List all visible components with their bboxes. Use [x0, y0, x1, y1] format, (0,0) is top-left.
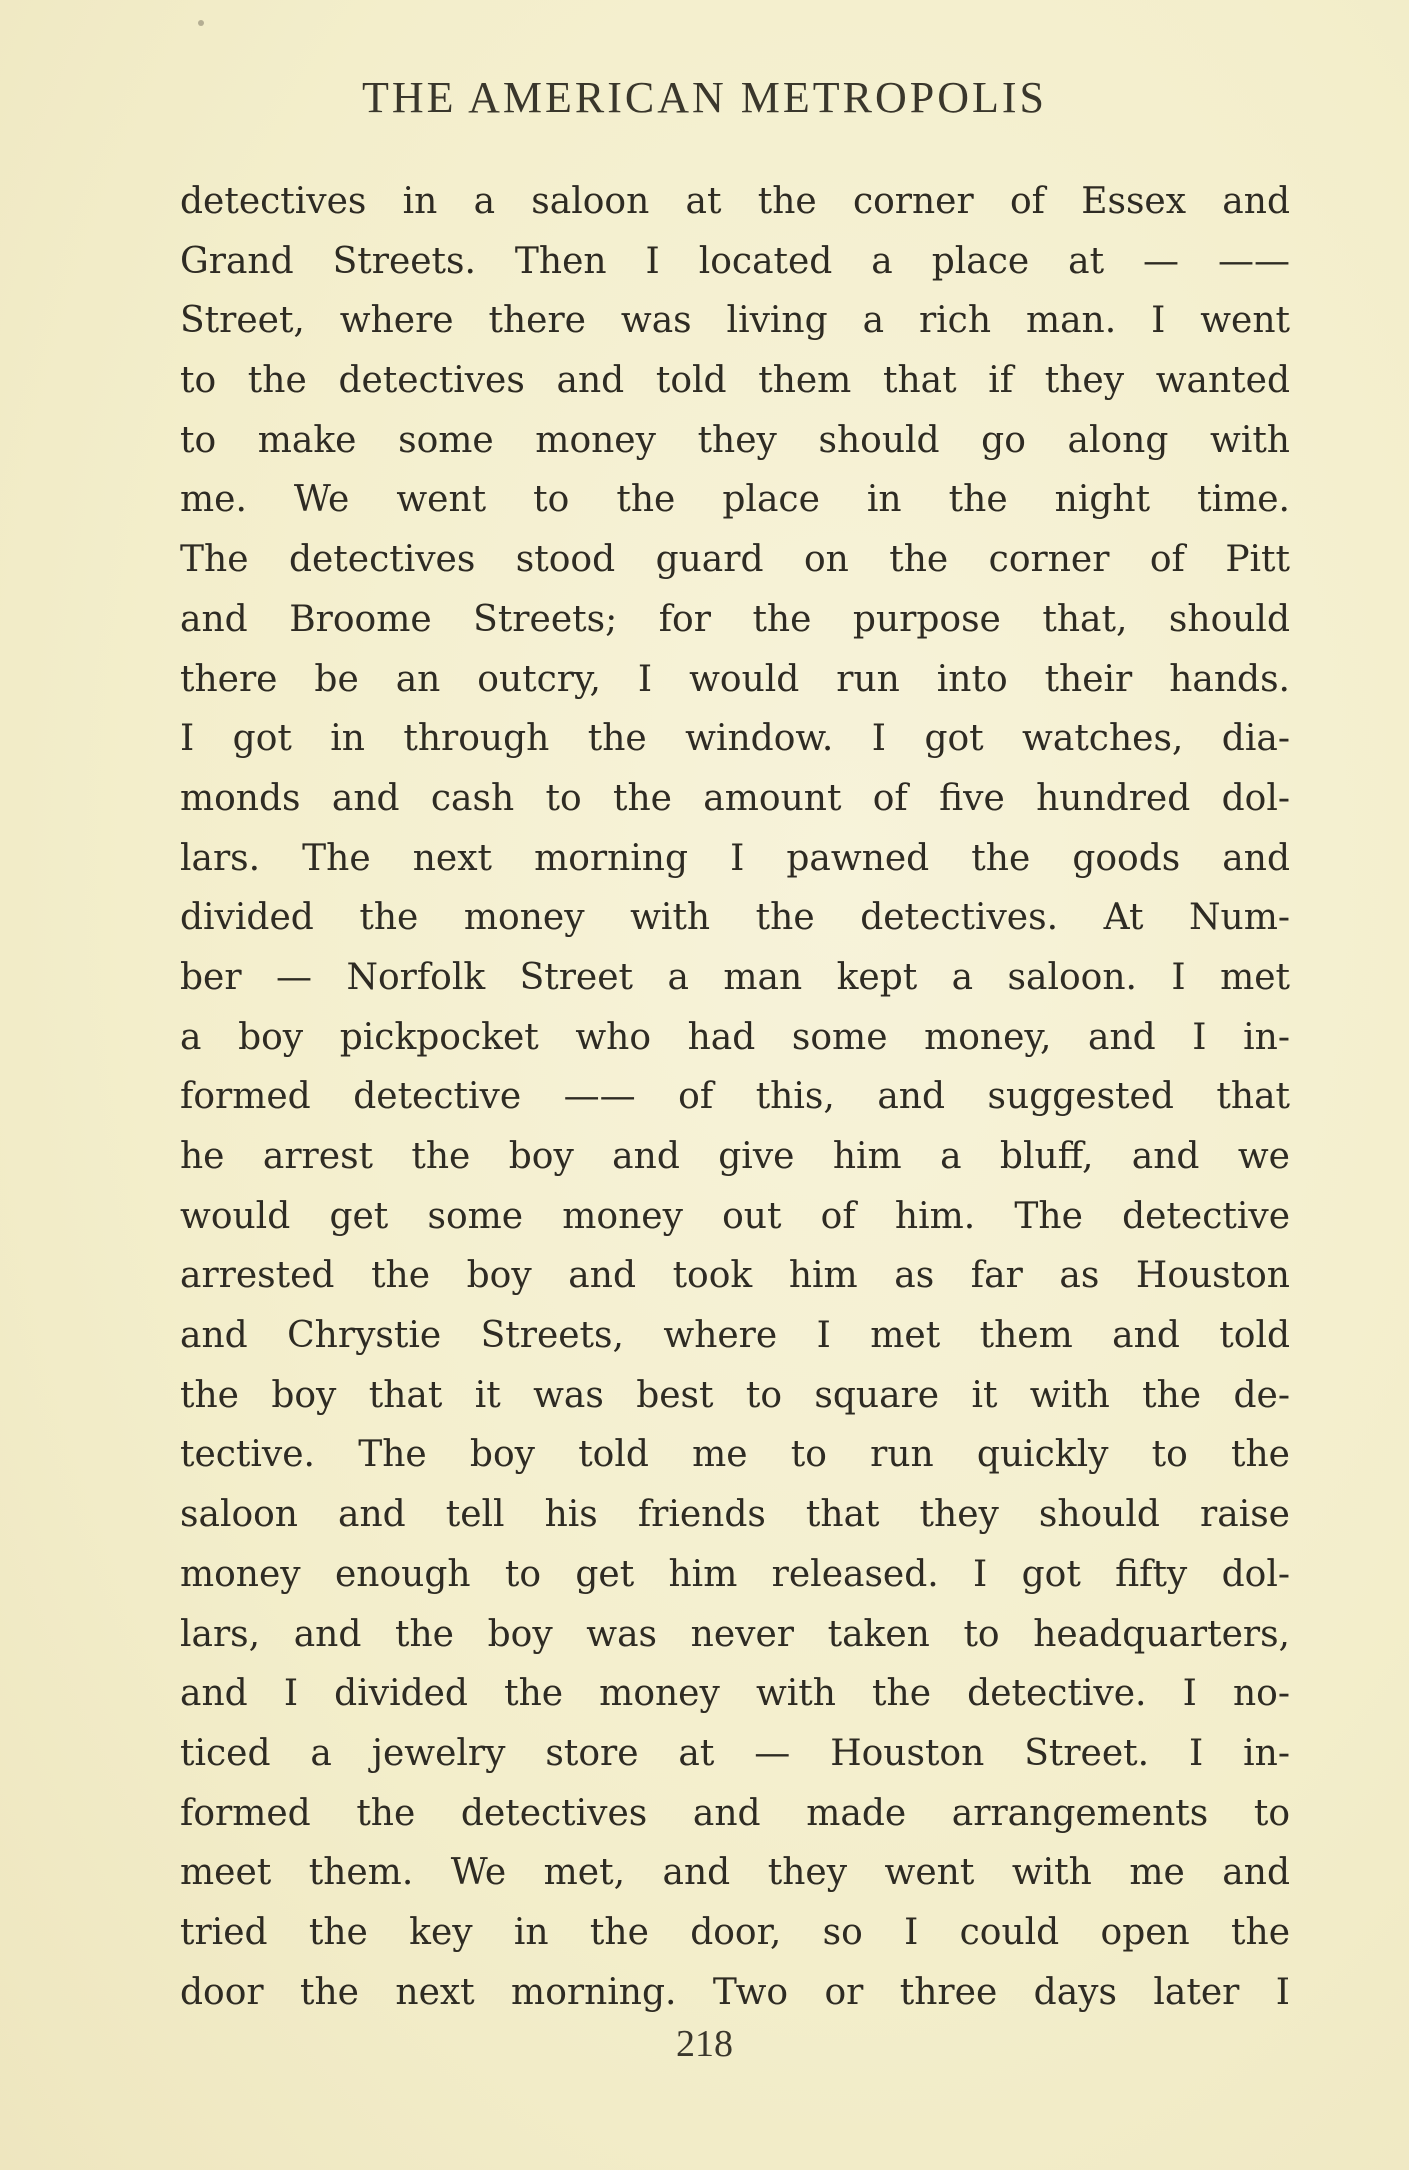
text-line: The detectives stood guard on the corner of Pitt: [180, 539, 1290, 581]
running-head: THE AMERICAN METROPOLIS: [361, 73, 1048, 122]
text-line: there be an outcry, I would run into their hands.: [180, 658, 1290, 700]
body-text: [180, 172, 1290, 2022]
text-line: lars. The next morning I pawned the goods and: [180, 837, 1290, 879]
text-line: a boy pickpocket who had some money, and I in-: [180, 1016, 1290, 1058]
text-line: Grand Streets. Then I located a place at — ——: [180, 240, 1290, 282]
text-line: I got in through the window. I got watches, dia-: [180, 718, 1290, 760]
text-line: me. We went to the place in the night time.: [180, 479, 1290, 521]
text-line: formed detective —— of this, and suggested that: [180, 1076, 1290, 1118]
text-line: detectives in a saloon at the corner of Essex and: [180, 181, 1290, 222]
text-line: to make some money they should go along with: [180, 419, 1290, 461]
paper-speck: [198, 20, 204, 26]
text-line: Street, where there was living a rich man. I went: [180, 300, 1290, 342]
text-line: arrested the boy and took him as far as Houston: [180, 1255, 1290, 1297]
text-line: tried the key in the door, so I could open the: [180, 1911, 1290, 1953]
text-line: and Broome Streets; for the purpose that, should: [180, 598, 1290, 640]
text-line: ber — Norfolk Street a man kept a saloon. I met: [180, 956, 1290, 998]
text-line: saloon and tell his friends that they should raise: [180, 1494, 1290, 1536]
text-line: to the detectives and told them that if they wanted: [180, 360, 1290, 402]
text-line: formed the detectives and made arrangements to: [180, 1792, 1290, 1834]
text-line: would get some money out of him. The detective: [180, 1195, 1290, 1237]
text-line: monds and cash to the amount of five hundred dol-: [180, 777, 1290, 819]
text-line: he arrest the boy and give him a bluff, and we: [180, 1136, 1290, 1177]
page-number: 218: [676, 2023, 733, 2065]
text-line: door the next morning. Two or three days later I: [180, 1971, 1290, 2013]
text-line: tective. The boy told me to run quickly to the: [180, 1434, 1290, 1476]
text-line: and Chrystie Streets, where I met them and told: [180, 1315, 1290, 1357]
text-line: meet them. We met, and they went with me and: [180, 1852, 1290, 1894]
text-line: money enough to get him released. I got fifty dol-: [180, 1553, 1290, 1595]
text-line: lars, and the boy was never taken to headquarters,: [180, 1613, 1290, 1655]
text-line: the boy that it was best to square it with the de-: [180, 1374, 1290, 1416]
text-line: and I divided the money with the detective. I no-: [180, 1673, 1290, 1715]
text-line: divided the money with the detectives. At Num-: [180, 897, 1290, 939]
text-line: ticed a jewelry store at — Houston Street. I in-: [180, 1732, 1290, 1774]
